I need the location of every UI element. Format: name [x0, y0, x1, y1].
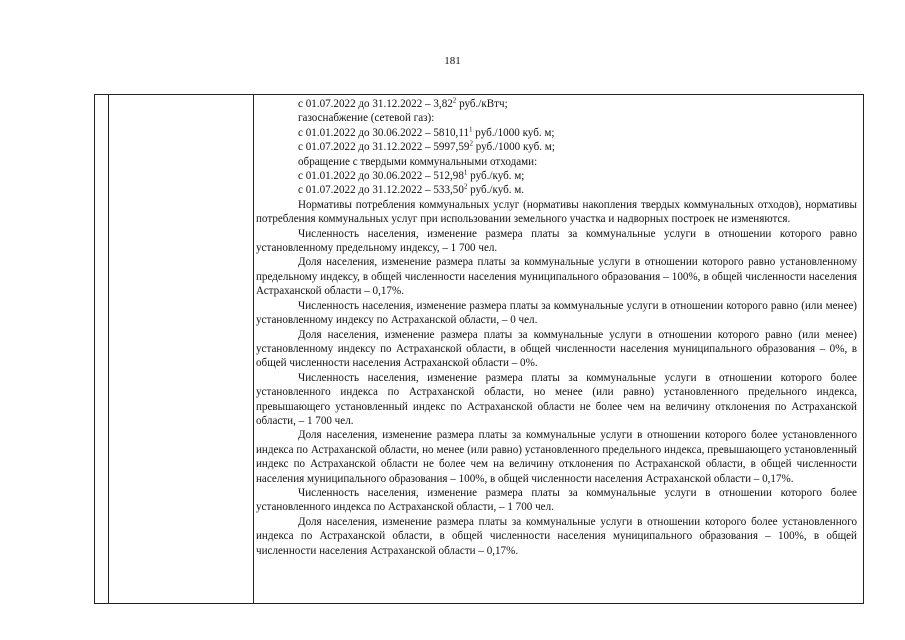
tariff-line: с 01.07.2022 до 31.12.2022 – 533,50$^2$ руб./куб. м. — [298, 182, 525, 197]
tariff-line: с 01.01.2022 до 30.06.2022 – 512,98$^1$ руб./куб. м; — [298, 168, 525, 183]
tariff-line: с 01.07.2022 до 31.12.2022 – 3,82$^2$ руб./кВтч; — [298, 96, 508, 110]
paragraph-population-limit: Численность населения, изменение размера платы за коммунальные услуги в отношении которого равно установленному предельному индексу, – 1 700 чел. — [256, 227, 857, 255]
paragraph-share-between: Доля населения, изменение размера платы за коммунальные услуги в отношении которого более установленного индекса по Астраханской области, но менее (или равно) установленного предельного индекса, превышающего установленный индекс по Астраханской области не более чем на величину отклонения по Астраханской области, в общей численности населения муниципального образования – 100%, в общей численности населения Астраханской области – 0,17%. — [256, 429, 857, 485]
tariff-line: с 01.07.2022 до 31.12.2022 – 5997,59$^2$ руб./1000 куб. м; — [298, 139, 555, 154]
tariff-line: с 01.01.2022 до 30.06.2022 – 5810,11$^1$ руб./1000 куб. м; — [298, 125, 555, 139]
page-number: 181 — [444, 55, 461, 67]
paragraph-share-above: Доля населения, изменение размера платы за коммунальные услуги в отношении которого более установленного индекса по Астраханской области, в общей численности населения муниципального образования – 100%, в общей численности населения Астраханской области – 0,17%. — [256, 515, 857, 557]
column-divider-1 — [108, 95, 109, 603]
tariff-heading-waste: обращение с твердыми коммунальными отходами: — [298, 155, 538, 168]
paragraph-population-below: Численность населения, изменение размера платы за коммунальные услуги в отношении которого равно (или менее) установленному индексу по Астраханской области, – 0 чел. — [256, 299, 857, 327]
paragraph-share-below: Доля населения, изменение размера платы за коммунальные услуги в отношении которого равно (или менее) установленному индексу по Астраханской области, в общей численности населения муниципального образования – 0%, в общей численности населения Астраханской области – 0%. — [256, 328, 857, 370]
tariff-heading-gas: газоснабжение (сетевой газ): — [298, 112, 435, 125]
paragraph-population-between: Численность населения, изменение размера платы за коммунальные услуги в отношении которого более установленного индекса по Астраханской области, но менее (или равно) установленного предельного индекса, превышающего установленный индекс по Астраханской области не более чем на величину отклонения по Астраханской области, – 1 700 чел. — [256, 371, 857, 427]
paragraph-share-limit: Доля населения, изменение размера платы за коммунальные услуги в отношении которого равно установленному предельному индексу, в общей численности населения муниципального образования – 100%, в общей численности населения Астраханской области – 0,17%. — [256, 256, 857, 298]
column-divider-2 — [253, 95, 254, 603]
content-cell — [256, 97, 857, 558]
paragraph-norms: Нормативы потребления коммунальных услуг (нормативы накопления твердых коммунальных отходов), нормативы потребления коммунальных услуг при использовании земельного участка и надворных построек не изменяются. — [256, 198, 857, 226]
document-table — [94, 94, 864, 604]
paragraph-population-above: Численность населения, изменение размера платы за коммунальные услуги в отношении которого более установленного индекса по Астраханской области, – 1 700 чел. — [256, 486, 857, 514]
